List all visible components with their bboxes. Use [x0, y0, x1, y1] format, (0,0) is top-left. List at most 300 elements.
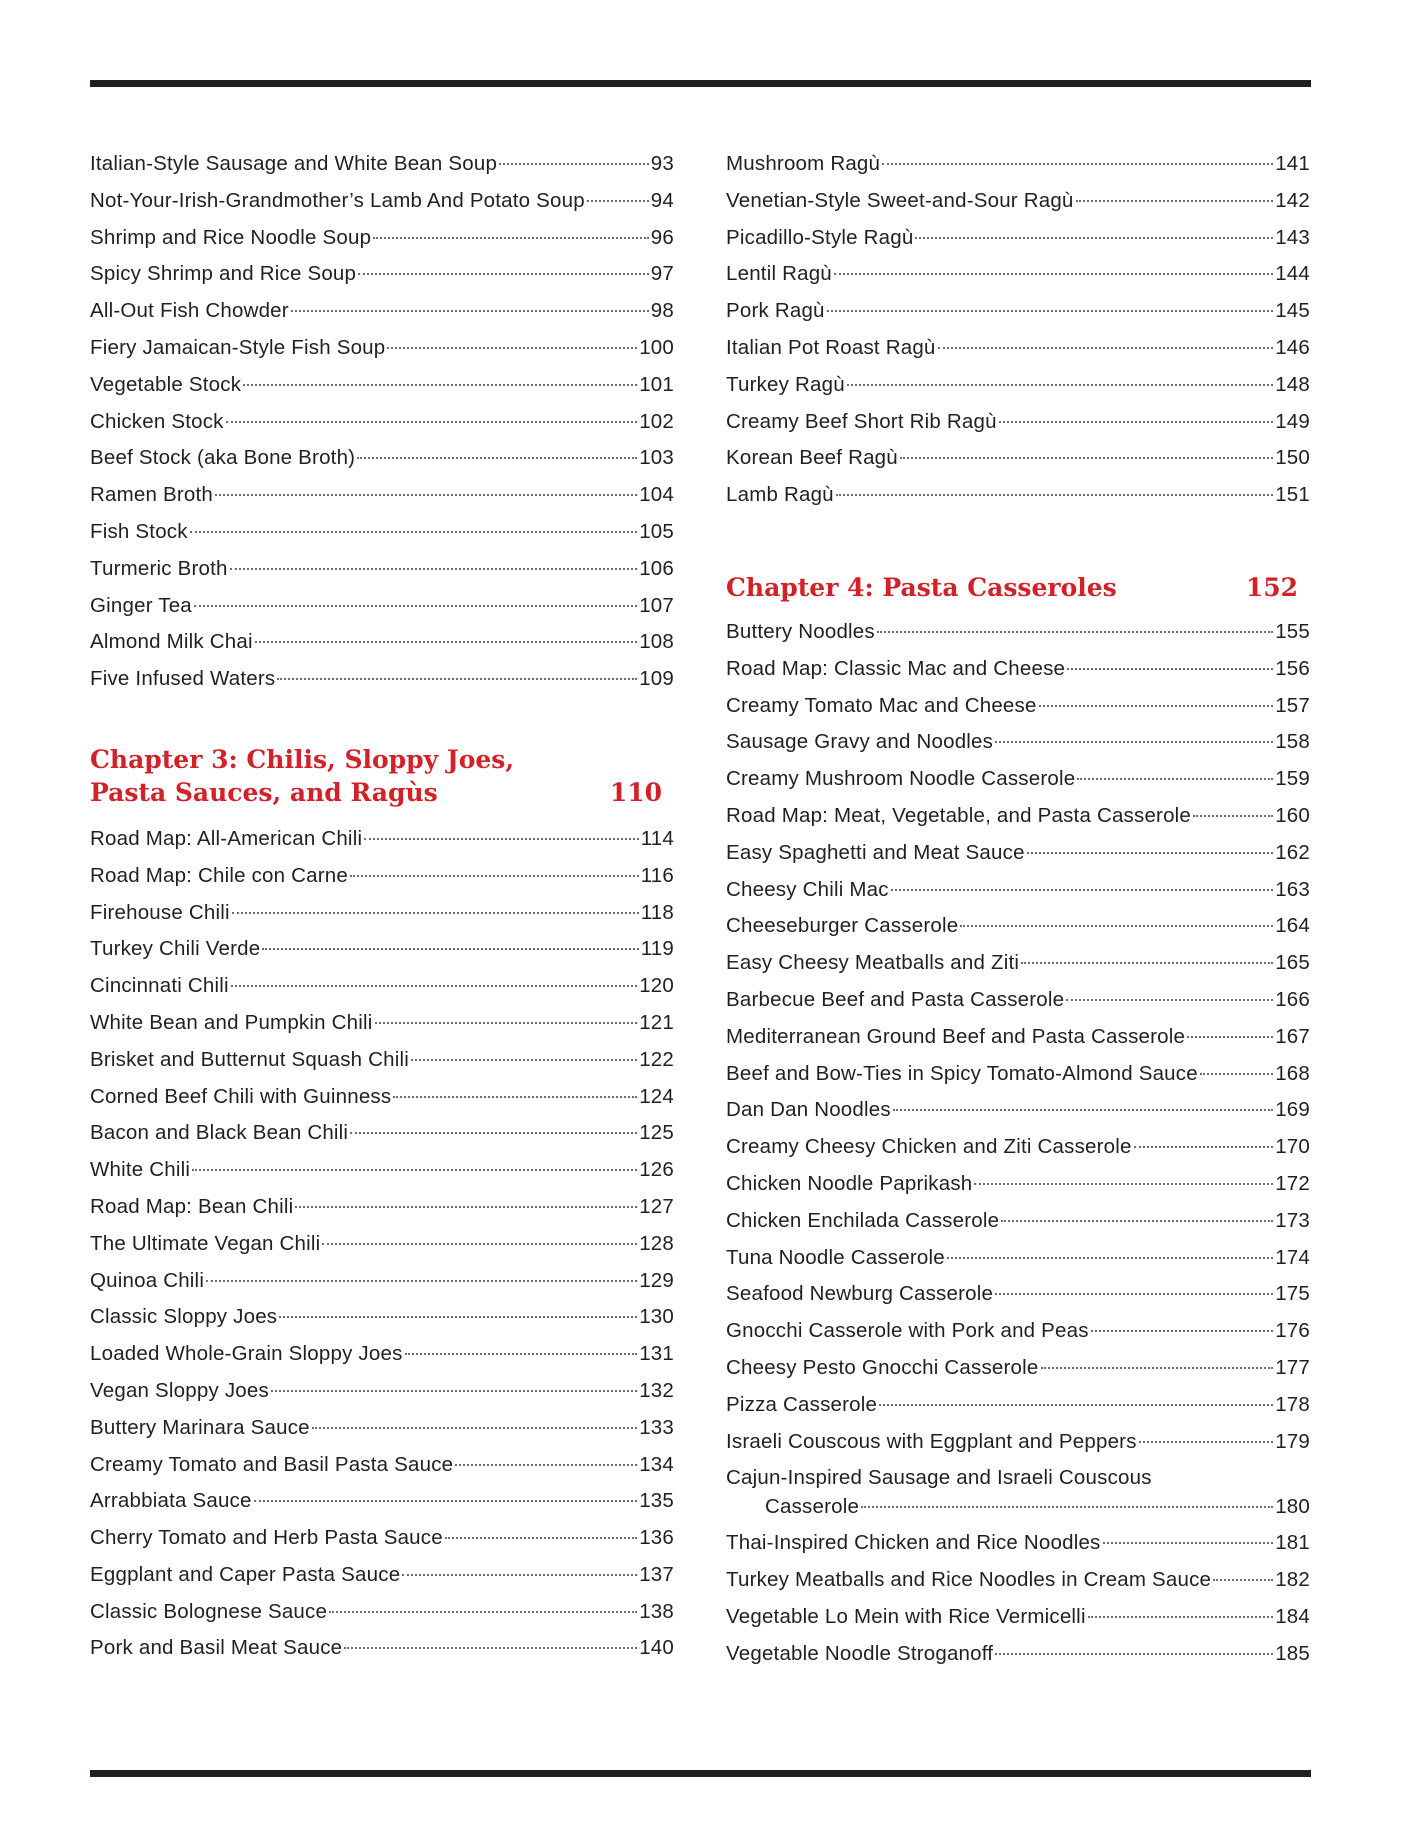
- entry-title: Cincinnati Chili: [90, 974, 229, 998]
- entry-title: Barbecue Beef and Pasta Casserole: [726, 987, 1065, 1011]
- entry-title: Road Map: Classic Mac and Cheese: [726, 656, 1066, 680]
- toc-entry: [90, 1152, 674, 1189]
- entry-page: 166: [1275, 987, 1310, 1011]
- entry-title: Vegetable Lo Mein with Rice Vermicelli: [726, 1604, 1086, 1628]
- toc-entry: [90, 1115, 674, 1152]
- entry-page: 158: [1275, 730, 1310, 754]
- toc-entry: [90, 1263, 674, 1300]
- toc-list-ragus: [726, 146, 1310, 514]
- toc-entry: [90, 1299, 674, 1336]
- dot-leader: [190, 530, 637, 533]
- toc-entry: [726, 835, 1310, 872]
- dot-leader: [411, 1058, 637, 1061]
- toc-right-column: [726, 146, 1310, 1672]
- toc-list-casseroles-a: [726, 614, 1310, 1460]
- entry-page: 167: [1275, 1024, 1310, 1048]
- entry-page: 164: [1275, 914, 1310, 938]
- toc-entry: [90, 1557, 674, 1594]
- dot-leader: [230, 567, 638, 570]
- entry-page: 122: [639, 1047, 674, 1071]
- dot-leader: [893, 1108, 1273, 1111]
- dot-leader: [827, 309, 1274, 312]
- toc-entry: [726, 330, 1310, 367]
- dot-leader: [879, 1403, 1273, 1406]
- entry-title: Turkey Ragù: [726, 372, 845, 396]
- entry-page: 109: [639, 667, 674, 691]
- entry-title: Shrimp and Rice Noodle Soup: [90, 225, 372, 249]
- dot-leader: [1134, 1145, 1274, 1148]
- entry-page: 102: [639, 409, 674, 433]
- dot-leader: [279, 1315, 637, 1318]
- toc-entry: [726, 1240, 1310, 1277]
- chapter-title: Chapter 4: Pasta Casseroles: [726, 572, 1117, 602]
- entry-page: 116: [640, 863, 674, 887]
- entry-title: Not-Your-Irish-Grandmother’s Lamb And Potato Soup: [90, 188, 585, 212]
- dot-leader: [194, 604, 637, 607]
- entry-page: 134: [639, 1452, 674, 1476]
- chapter-page: 152: [1245, 572, 1298, 602]
- toc-entry: [726, 651, 1310, 688]
- entry-page: 126: [639, 1158, 674, 1182]
- entry-title: Vegan Sloppy Joes: [90, 1378, 269, 1402]
- toc-entry: [90, 624, 674, 661]
- toc-entry: [90, 588, 674, 625]
- entry-title: Italian Pot Roast Ragù: [726, 335, 936, 359]
- dot-leader: [215, 493, 637, 496]
- chapter-page: 110: [609, 777, 662, 807]
- entry-title: Creamy Mushroom Noodle Casserole: [726, 767, 1076, 791]
- entry-title: Classic Bolognese Sauce: [90, 1599, 328, 1623]
- entry-page: 119: [640, 937, 674, 961]
- entry-page: 131: [639, 1342, 674, 1366]
- entry-page: 128: [639, 1231, 674, 1255]
- toc-entry: [726, 440, 1310, 477]
- entry-page: 145: [1275, 299, 1310, 323]
- entry-title: Venetian-Style Sweet-and-Sour Ragù: [726, 188, 1074, 212]
- dot-leader: [243, 383, 637, 386]
- dot-leader: [277, 677, 637, 680]
- entry-title: Thai-Inspired Chicken and Rice Noodles: [726, 1531, 1101, 1555]
- toc-entry: [90, 1447, 674, 1484]
- toc-entry: [726, 872, 1310, 909]
- toc-entry: [90, 1079, 674, 1116]
- toc-list-casseroles-b: [726, 1525, 1310, 1672]
- entry-title: Pizza Casserole: [726, 1392, 878, 1416]
- toc-entry: [726, 1636, 1310, 1673]
- dot-leader: [322, 1242, 637, 1245]
- entry-title-continuation-row: [726, 1492, 1310, 1521]
- toc-entry: [726, 367, 1310, 404]
- entry-title: Mushroom Ragù: [726, 152, 881, 175]
- entry-page: 163: [1275, 877, 1310, 901]
- dot-leader: [1027, 851, 1274, 854]
- dot-leader: [375, 1021, 638, 1024]
- entry-title: Sausage Gravy and Noodles: [726, 730, 994, 754]
- entry-page: 173: [1275, 1208, 1310, 1232]
- entry-page: 142: [1275, 188, 1310, 212]
- dot-leader: [861, 1505, 1273, 1508]
- dot-leader: [995, 1292, 1273, 1295]
- dot-leader: [587, 199, 649, 202]
- entry-title: Vegetable Stock: [90, 372, 242, 396]
- toc-entry: [726, 220, 1310, 257]
- entry-page: 143: [1275, 225, 1310, 249]
- entry-title: Easy Cheesy Meatballs and Ziti: [726, 951, 1020, 975]
- dot-leader: [1088, 1615, 1273, 1618]
- entry-page: 175: [1275, 1282, 1310, 1306]
- entry-page: 170: [1275, 1135, 1310, 1159]
- dot-leader: [1076, 199, 1274, 202]
- entry-title: Creamy Tomato and Basil Pasta Sauce: [90, 1452, 454, 1476]
- entry-title: Cherry Tomato and Herb Pasta Sauce: [90, 1526, 443, 1550]
- dot-leader: [358, 272, 649, 275]
- entry-title: Chicken Noodle Paprikash: [726, 1171, 973, 1195]
- dot-leader: [312, 1426, 637, 1429]
- entry-title: Lentil Ragù: [726, 262, 832, 286]
- toc-entry: [90, 293, 674, 330]
- entry-title: The Ultimate Vegan Chili: [90, 1231, 321, 1255]
- entry-title: Pork and Basil Meat Sauce: [90, 1636, 343, 1660]
- dot-leader: [834, 272, 1273, 275]
- entry-page: 150: [1275, 446, 1310, 470]
- toc-entry: [726, 1424, 1310, 1461]
- toc-entry: [90, 220, 674, 257]
- toc-entry: [90, 1520, 674, 1557]
- dot-leader: [938, 346, 1274, 349]
- entry-page: 98: [650, 299, 674, 323]
- dot-leader: [1103, 1541, 1274, 1544]
- toc-entry: [726, 146, 1310, 183]
- dot-leader: [974, 1182, 1273, 1185]
- entry-title: Creamy Cheesy Chicken and Ziti Casserole: [726, 1135, 1132, 1159]
- toc-list-chilis-sauces: [90, 821, 674, 1667]
- entry-page: 124: [639, 1084, 674, 1108]
- toc-entry: [726, 798, 1310, 835]
- entry-title: Lamb Ragù: [726, 483, 834, 507]
- top-rule: [90, 80, 1311, 87]
- entry-title: Israeli Couscous with Eggplant and Peppers: [726, 1429, 1137, 1453]
- entry-page: 140: [639, 1636, 674, 1660]
- toc-entry: [90, 477, 674, 514]
- toc-entry: [726, 1350, 1310, 1387]
- entry-title: Picadillo-Style Ragù: [726, 225, 914, 249]
- toc-entry: [726, 1387, 1310, 1424]
- entry-title: Ginger Tea: [90, 593, 192, 617]
- toc-entry: [726, 982, 1310, 1019]
- entry-page: 129: [639, 1268, 674, 1292]
- entry-page: 176: [1275, 1319, 1310, 1343]
- dot-leader: [455, 1463, 637, 1466]
- entry-page: 151: [1275, 483, 1310, 507]
- dot-leader: [1213, 1578, 1273, 1581]
- toc-entry: [726, 293, 1310, 330]
- chapter-3-heading: [90, 743, 674, 809]
- entry-page: 104: [639, 483, 674, 507]
- entry-title: Almond Milk Chai: [90, 630, 253, 654]
- dot-leader: [232, 911, 639, 914]
- dot-leader: [1077, 777, 1273, 780]
- toc-entry: [726, 1460, 1310, 1525]
- toc-entry: [726, 256, 1310, 293]
- entry-title: Dan Dan Noodles: [726, 1098, 891, 1122]
- entry-page: 135: [639, 1489, 674, 1513]
- toc-entry: [90, 1336, 674, 1373]
- entry-page: 155: [1275, 619, 1310, 643]
- chapter-4-heading: [726, 571, 1310, 604]
- toc-entry: [90, 858, 674, 895]
- toc-entry: [90, 1042, 674, 1079]
- dot-leader: [1001, 1219, 1273, 1222]
- toc-entry: [90, 1410, 674, 1447]
- entry-page: 168: [1275, 1061, 1310, 1085]
- toc-entry: [726, 1599, 1310, 1636]
- entry-title: Spicy Shrimp and Rice Soup: [90, 262, 357, 286]
- entry-page: 136: [639, 1526, 674, 1550]
- toc-entry: [90, 367, 674, 404]
- entry-title: White Chili: [90, 1158, 191, 1182]
- dot-leader: [405, 1352, 638, 1355]
- entry-title: Firehouse Chili: [90, 900, 230, 924]
- entry-title: Creamy Beef Short Rib Ragù: [726, 409, 997, 433]
- dot-leader: [995, 1652, 1273, 1655]
- entry-title: Road Map: Meat, Vegetable, and Pasta Casserole: [726, 803, 1192, 827]
- entry-page: 141: [1275, 152, 1310, 175]
- chapter-title: Chapter 3: Chilis, Sloppy Joes, Pasta Sauces, and Ragùs: [90, 744, 515, 807]
- toc-entry: [726, 1092, 1310, 1129]
- toc-left-column: [90, 146, 674, 1667]
- entry-title: Loaded Whole-Grain Sloppy Joes: [90, 1342, 403, 1366]
- entry-page: 181: [1275, 1531, 1310, 1555]
- entry-page: 107: [639, 593, 674, 617]
- entry-page: 148: [1275, 372, 1310, 396]
- entry-page: 178: [1275, 1392, 1310, 1416]
- dot-leader: [350, 874, 639, 877]
- bottom-rule: [90, 1770, 1311, 1777]
- entry-title: Cajun-Inspired Sausage and Israeli Couscous: [726, 1466, 1152, 1490]
- entry-page: 101: [639, 372, 674, 396]
- entry-page: 156: [1275, 656, 1310, 680]
- entry-title: Brisket and Butternut Squash Chili: [90, 1047, 410, 1071]
- toc-entry: [726, 1525, 1310, 1562]
- dot-leader: [295, 1205, 637, 1208]
- toc-entry: [726, 1276, 1310, 1313]
- dot-leader: [847, 383, 1273, 386]
- dot-leader: [206, 1279, 637, 1282]
- dot-leader: [1067, 667, 1273, 670]
- entry-page: 103: [639, 446, 674, 470]
- entry-title: Road Map: Bean Chili: [90, 1194, 294, 1218]
- toc-entry: [726, 1313, 1310, 1350]
- toc-entry: [90, 661, 674, 698]
- entry-page: 137: [639, 1562, 674, 1586]
- entry-page: 174: [1275, 1245, 1310, 1269]
- entry-title: Ramen Broth: [90, 483, 213, 507]
- dot-leader: [192, 1168, 637, 1171]
- entry-title: Seafood Newburg Casserole: [726, 1282, 994, 1306]
- entry-page: 93: [650, 152, 674, 175]
- entry-title: Turkey Meatballs and Rice Noodles in Cream Sauce: [726, 1568, 1212, 1592]
- entry-page: 144: [1275, 262, 1310, 286]
- entry-title: Bacon and Black Bean Chili: [90, 1121, 349, 1145]
- dot-leader: [262, 947, 638, 950]
- dot-leader: [1066, 998, 1273, 1001]
- dot-leader: [1021, 961, 1273, 964]
- toc-entry: [90, 1226, 674, 1263]
- entry-title: Five Infused Waters: [90, 667, 276, 691]
- dot-leader: [1139, 1440, 1274, 1443]
- toc-entry: [726, 761, 1310, 798]
- entry-title: Fish Stock: [90, 519, 188, 543]
- dot-leader: [1039, 704, 1274, 707]
- entry-title: Creamy Tomato Mac and Cheese: [726, 693, 1037, 717]
- entry-page: 149: [1275, 409, 1310, 433]
- toc-entry: [90, 1630, 674, 1667]
- toc-entry: [90, 1189, 674, 1226]
- entry-title: Easy Spaghetti and Meat Sauce: [726, 840, 1025, 864]
- dot-leader: [226, 420, 638, 423]
- entry-page: 130: [639, 1305, 674, 1329]
- dot-leader: [915, 236, 1273, 239]
- entry-page: 184: [1275, 1604, 1310, 1628]
- toc-entry: [90, 404, 674, 441]
- entry-page: 146: [1275, 335, 1310, 359]
- entry-page: 127: [639, 1194, 674, 1218]
- dot-leader: [1200, 1072, 1273, 1075]
- entry-page: 114: [640, 826, 674, 850]
- entry-page: 97: [650, 262, 674, 286]
- entry-title: Buttery Noodles: [726, 619, 875, 643]
- entry-page: 159: [1275, 767, 1310, 791]
- entry-page: 132: [639, 1378, 674, 1402]
- entry-page: 165: [1275, 951, 1310, 975]
- toc-entry: [726, 1129, 1310, 1166]
- entry-title: Mediterranean Ground Beef and Pasta Casserole: [726, 1024, 1186, 1048]
- toc-entry: [90, 440, 674, 477]
- entry-title: Korean Beef Ragù: [726, 446, 898, 470]
- toc-entry: [90, 183, 674, 220]
- entry-title: Italian-Style Sausage and White Bean Soup: [90, 152, 498, 175]
- entry-title: Cheesy Pesto Gnocchi Casserole: [726, 1355, 1039, 1379]
- entry-title: Cheeseburger Casserole: [726, 914, 959, 938]
- entry-title: Turmeric Broth: [90, 556, 228, 580]
- dot-leader: [995, 740, 1273, 743]
- dot-leader: [402, 1573, 637, 1576]
- toc-entry: [90, 1373, 674, 1410]
- toc-entry: [726, 1019, 1310, 1056]
- toc-entry: [726, 477, 1310, 514]
- toc-entry: [726, 724, 1310, 761]
- toc-entry: [726, 183, 1310, 220]
- toc-entry: [90, 821, 674, 858]
- dot-leader: [254, 1499, 638, 1502]
- dot-leader: [271, 1389, 637, 1392]
- entry-title: Gnocchi Casserole with Pork and Peas: [726, 1319, 1089, 1343]
- entry-title: Beef Stock (aka Bone Broth): [90, 446, 356, 470]
- entry-title: All-Out Fish Chowder: [90, 299, 289, 323]
- entry-page: 160: [1275, 803, 1310, 827]
- entry-page: 106: [639, 556, 674, 580]
- entry-title: Classic Sloppy Joes: [90, 1305, 278, 1329]
- entry-page: 138: [639, 1599, 674, 1623]
- dot-leader: [1091, 1329, 1273, 1332]
- entry-page: 179: [1275, 1429, 1310, 1453]
- dot-leader: [499, 162, 649, 165]
- entry-page: 157: [1275, 693, 1310, 717]
- dot-leader: [836, 493, 1273, 496]
- toc-entry: [90, 514, 674, 551]
- entry-page: 182: [1275, 1568, 1310, 1592]
- entry-page: 169: [1275, 1098, 1310, 1122]
- toc-entry: [90, 146, 674, 183]
- toc-entry: [90, 1594, 674, 1631]
- dot-leader: [900, 456, 1273, 459]
- dot-leader: [877, 630, 1273, 633]
- dot-leader: [891, 888, 1273, 891]
- toc-list-soups: [90, 146, 674, 698]
- entry-page: 108: [639, 630, 674, 654]
- toc-entry: [726, 945, 1310, 982]
- dot-leader: [350, 1131, 637, 1134]
- dot-leader: [231, 984, 637, 987]
- entry-page: 133: [639, 1415, 674, 1439]
- entry-page: 162: [1275, 840, 1310, 864]
- dot-leader: [329, 1610, 637, 1613]
- toc-entry: [726, 1203, 1310, 1240]
- entry-title: Chicken Enchilada Casserole: [726, 1208, 1000, 1232]
- entry-page: 177: [1275, 1355, 1310, 1379]
- entry-page: 94: [650, 188, 674, 212]
- entry-title: Road Map: Chile con Carne: [90, 863, 348, 887]
- entry-page: 185: [1275, 1641, 1310, 1665]
- entry-title: Quinoa Chili: [90, 1268, 205, 1292]
- entry-title: Road Map: All-American Chili: [90, 826, 363, 850]
- dot-leader: [344, 1646, 637, 1649]
- entry-title: Pork Ragù: [726, 299, 825, 323]
- toc-entry: [90, 931, 674, 968]
- entry-page: 125: [639, 1121, 674, 1145]
- dot-leader: [357, 456, 637, 459]
- dot-leader: [1041, 1366, 1274, 1369]
- dot-leader: [364, 837, 639, 840]
- entry-title: Chicken Stock: [90, 409, 224, 433]
- toc-entry: [726, 1562, 1310, 1599]
- dot-leader: [445, 1536, 637, 1539]
- toc-entry: [726, 1166, 1310, 1203]
- entry-title: Tuna Noodle Casserole: [726, 1245, 945, 1269]
- dot-leader: [960, 924, 1273, 927]
- entry-title-continued: Casserole: [765, 1495, 860, 1519]
- entry-title: Eggplant and Caper Pasta Sauce: [90, 1562, 401, 1586]
- entry-title: Vegetable Noodle Stroganoff: [726, 1641, 994, 1665]
- entry-page: 180: [1275, 1495, 1310, 1519]
- toc-entry: [726, 908, 1310, 945]
- dot-leader: [373, 236, 649, 239]
- entry-page: 96: [650, 225, 674, 249]
- dot-leader: [1187, 1035, 1273, 1038]
- toc-entry: [90, 256, 674, 293]
- toc-entry: [90, 1005, 674, 1042]
- entry-page: 121: [639, 1010, 674, 1034]
- entry-title: Fiery Jamaican-Style Fish Soup: [90, 335, 386, 359]
- entry-title: Buttery Marinara Sauce: [90, 1415, 310, 1439]
- dot-leader: [882, 162, 1273, 165]
- entry-title: Turkey Chili Verde: [90, 937, 261, 961]
- entry-title: Arrabbiata Sauce: [90, 1489, 252, 1513]
- dot-leader: [393, 1095, 637, 1098]
- entry-title: Corned Beef Chili with Guinness: [90, 1084, 392, 1108]
- toc-entry: [90, 895, 674, 932]
- entry-title: White Bean and Pumpkin Chili: [90, 1010, 373, 1034]
